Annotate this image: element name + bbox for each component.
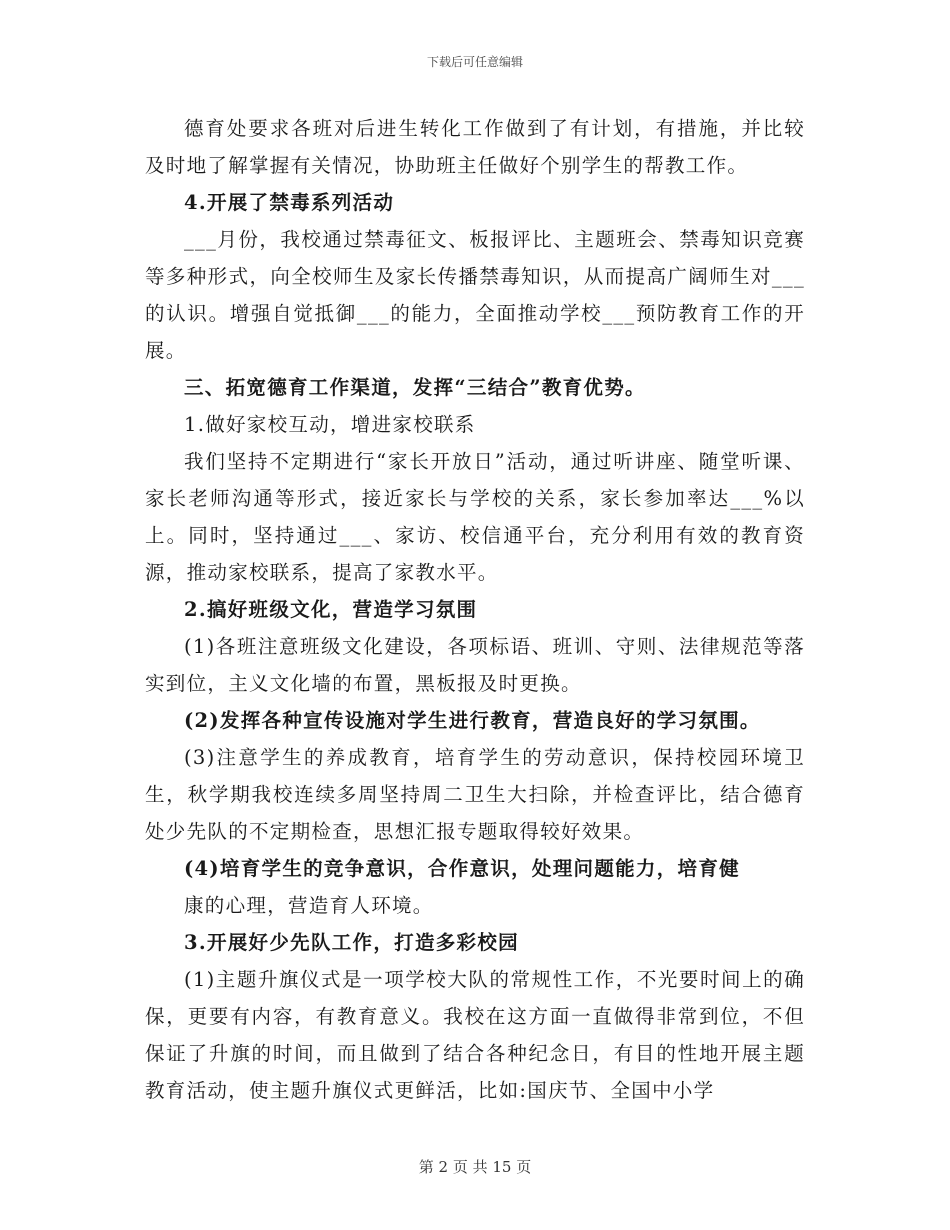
page-footer: 第 2 页 共 15 页 [418,1158,532,1176]
paragraph-1: 德育处要求各班对后进生转化工作做到了有计划，有措施，并比较及时地了解掌握有关情况，协助班主任做好个别学生的帮教工作。 [145,117,805,177]
paragraph-2: ___月份，我校通过禁毒征文、板报评比、主题班会、禁毒知识竞赛等多种形式，向全校师生及家长传播禁毒知识，从而提高广阔师生对___的认识。增强自觉抵御___的能力，全面推动学校___预防教育工作的开展。 [145,228,805,362]
heading-2: 2.搞好班级文化，营造学习氛围 [184,598,478,621]
section-heading-3: 三、拓宽德育工作渠道，发挥“三结合”教育优势。 [184,376,646,399]
paragraph-7: (4)培育学生的竞争意识，合作意识，处理问题能力，培育健 [184,857,740,880]
heading-4: 4.开展了禁毒系列活动 [184,191,395,214]
heading-3: 3.开展好少先队工作，打造多彩校园 [184,931,519,954]
paragraph-7-cont: 康的心理，营造育人环境。 [184,894,434,917]
paragraph-5: (2)发挥各种宣传设施对学生进行教育，营造良好的学习氛围。 [184,709,761,732]
paragraph-3: 我们坚持不定期进行“家长开放日”活动，通过听讲座、随堂听课、家长老师沟通等形式，接近家长与学校的关系，家长参加率达___%以上。同时，坚持通过___、家访、校信通平台，充分利用有效的教育资源，推动家校联系，提高了家教水平。 [145,450,805,584]
document-body [145,110,805,1109]
heading-1: 1.做好家校互动，增进家校联系 [184,413,476,436]
page-header: 下载后可任意编辑 [426,55,523,69]
paragraph-4: (1)各班注意班级文化建设，各项标语、班训、守则、法律规范等落实到位，主义文化墙的布置，黑板报及时更换。 [145,635,805,695]
paragraph-8: (1)主题升旗仪式是一项学校大队的常规性工作，不光要时间上的确保，更要有内容，有教育意义。我校在这方面一直做得非常到位，不但保证了升旗的时间，而且做到了结合各种纪念日，有目的性地开展主题教育活动，使主题升旗仪式更鲜活，比如:国庆节、全国中小学 [145,968,805,1102]
paragraph-6: (3)注意学生的养成教育，培育学生的劳动意识，保持校园环境卫生，秋学期我校连续多周坚持周二卫生大扫除，并检查评比，结合德育处少先队的不定期检查，思想汇报专题取得较好效果。 [145,746,805,843]
